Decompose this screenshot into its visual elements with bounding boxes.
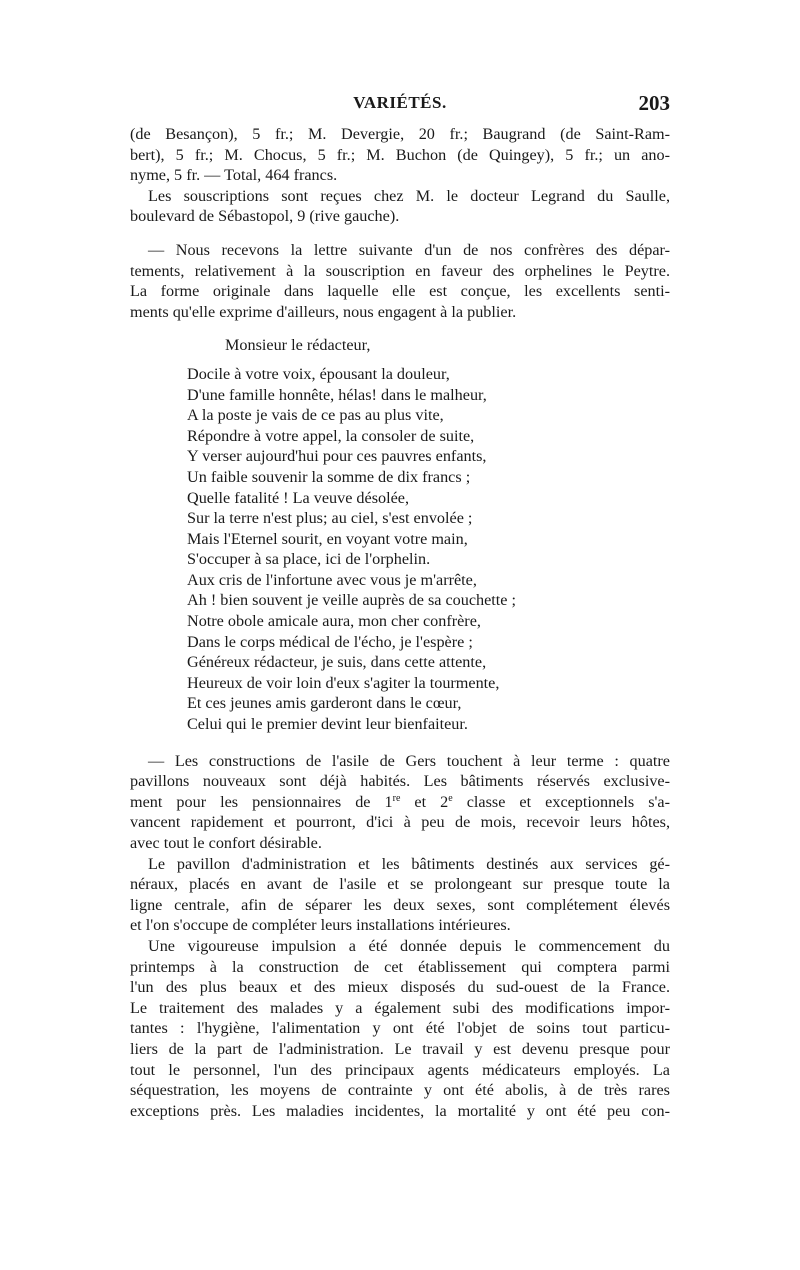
poem-line: Notre obole amicale aura, mon cher confrère,: [187, 612, 481, 631]
text-line: — Les constructions de l'asile de Gers touchent à leur terme : quatre: [148, 751, 670, 770]
paragraph-treatment: [130, 936, 670, 1121]
text-line: néraux, placés en avant de l'asile et se prolongeant sur presque toute la: [130, 875, 670, 894]
text-line: printemps à la construction de cet établissement qui comptera parmi: [130, 957, 670, 976]
text-line: bert), 5 fr.; M. Chocus, 5 fr.; M. Buchon (de Quingey), 5 fr.; un ano-: [130, 145, 670, 164]
poem-line: Mais l'Eternel sourit, en voyant votre main,: [187, 529, 468, 548]
poem-line: A la poste je vais de ce pas au plus vite,: [187, 406, 444, 425]
text-line: Le traitement des malades y a également subi des modifications impor-: [130, 998, 670, 1017]
text-line: Le pavillon d'administration et les bâtiments destinés aux services gé-: [148, 854, 670, 873]
text-line: tantes : l'hygiène, l'alimentation y ont été l'objet de soins tout particu-: [130, 1019, 670, 1038]
page-body: [130, 124, 670, 1121]
poem-line: Aux cris de l'infortune avec vous je m'arrête,: [187, 570, 477, 589]
poem-line: Dans le corps médical de l'écho, je l'espère ;: [187, 632, 473, 651]
text-line: tout le personnel, l'un des principaux agents médicateurs employés. La: [130, 1060, 670, 1079]
text-line: Une vigoureuse impulsion a été donnée depuis le commencement du: [148, 936, 670, 955]
text-line: boulevard de Sébastopol, 9 (rive gauche).: [130, 207, 400, 226]
poem-line: Y verser aujourd'hui pour ces pauvres enfants,: [187, 447, 487, 466]
page-header: [130, 93, 670, 123]
text-run: classe et exceptionnels s'a-: [452, 792, 670, 811]
poem-line: S'occuper à sa place, ici de l'orphelin.: [187, 550, 431, 569]
text-line: liers de la part de l'administration. Le travail y est devenu presque pour: [130, 1039, 670, 1058]
text-line: et l'on s'occupe de compléter leurs installations intérieures.: [130, 916, 511, 935]
text-line: vancent rapidement et pourront, d'ici à peu de mois, recevoir leurs hôtes,: [130, 813, 670, 832]
paragraph-administration-pavilion: [130, 854, 670, 936]
text-line: nyme, 5 fr. — Total, 464 francs.: [130, 166, 338, 185]
paragraph-asylum-constructions: [130, 751, 670, 854]
running-title: VARIÉTÉS.: [353, 93, 447, 112]
page-number: 203: [638, 91, 670, 115]
poem-line: D'une famille honnête, hélas! dans le malheur,: [187, 385, 487, 404]
poem-line: Répondre à votre appel, la consoler de suite,: [187, 426, 475, 445]
letter-salutation: Monsieur le rédacteur,: [225, 336, 371, 355]
text-line: Les souscriptions sont reçues chez M. le docteur Legrand du Saulle,: [148, 186, 670, 205]
poem-line: Ah ! bien souvent je veille auprès de sa couchette ;: [187, 591, 517, 610]
poem-line: Sur la terre n'est plus; au ciel, s'est envolée ;: [187, 509, 473, 528]
superscript: re: [392, 792, 401, 804]
text-run: et 2: [400, 792, 449, 811]
text-run: ment pour les pensionnaires de 1: [130, 792, 393, 811]
paragraph-letter-intro: [130, 240, 670, 322]
text-line: ments qu'elle exprime d'ailleurs, nous engagent à la publier.: [130, 302, 517, 321]
text-line-with-superscripts: [130, 792, 670, 813]
text-line: pavillons nouveaux sont déjà habités. Les bâtiments réservés exclusive-: [130, 772, 670, 791]
text-line: — Nous recevons la lettre suivante d'un de nos confrères des dépar-: [148, 240, 670, 259]
superscript: e: [448, 792, 453, 804]
poem-line: Généreux rédacteur, je suis, dans cette attente,: [187, 653, 487, 672]
poem-line: Celui qui le premier devint leur bienfaiteur.: [187, 715, 468, 734]
text-line: l'un des plus beaux et des mieux disposés du sud-ouest de la France.: [130, 978, 670, 997]
poem-line: Et ces jeunes amis garderont dans le cœur,: [187, 694, 462, 713]
text-line: (de Besançon), 5 fr.; M. Devergie, 20 fr.; Baugrand (de Saint-Ram-: [130, 125, 670, 143]
poem-line: Un faible souvenir la somme de dix francs ;: [187, 467, 471, 486]
paragraph-subscription-list: [130, 124, 670, 186]
text-line: ligne centrale, afin de séparer les deux sexes, sont complétement élevés: [130, 895, 670, 914]
text-line: La forme originale dans laquelle elle est conçue, les excellents senti-: [130, 282, 670, 301]
text-line: séquestration, les moyens de contrainte y ont été abolis, à de très rares: [130, 1081, 670, 1100]
poem: [130, 364, 670, 735]
poem-line: Heureux de voir loin d'eux s'agiter la tourmente,: [187, 673, 500, 692]
text-line: tements, relativement à la souscription en faveur des orphelines le Peytre.: [130, 261, 670, 280]
text-line: exceptions près. Les maladies incidentes, la mortalité y ont été peu con-: [130, 1101, 670, 1120]
paragraph-subscription-address: [130, 186, 670, 227]
poem-line: Docile à votre voix, épousant la douleur,: [187, 364, 450, 383]
poem-line: Quelle fatalité ! La veuve désolée,: [187, 488, 410, 507]
text-line: avec tout le confort désirable.: [130, 834, 322, 852]
